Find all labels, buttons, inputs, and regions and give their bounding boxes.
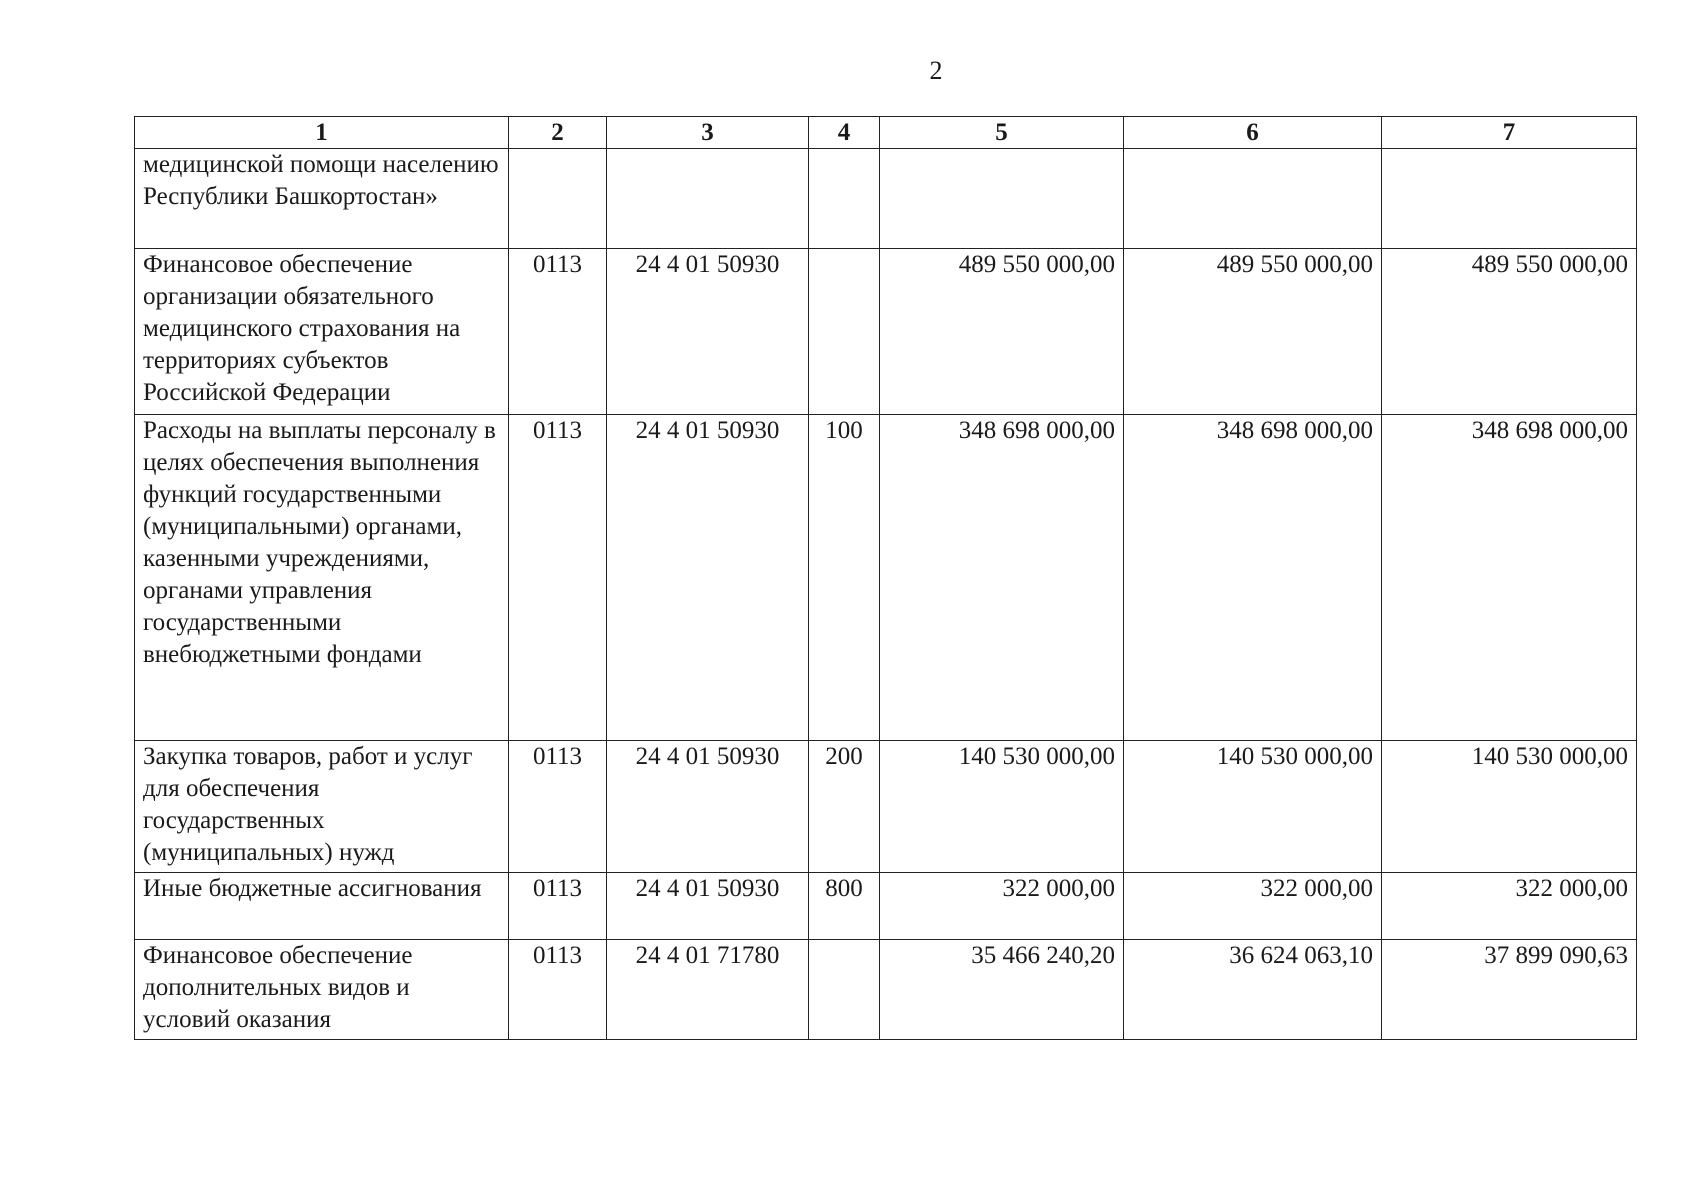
table-row — [135, 249, 1637, 415]
page-number: 2 — [929, 56, 943, 85]
budget-table — [134, 116, 1637, 1040]
target-code-cell: 24 4 01 50930 — [607, 873, 809, 940]
section-cell: 0113 — [509, 940, 607, 1040]
sum-col6-cell: 140 530 000,00 — [1124, 741, 1382, 873]
sum-col5-cell: 348 698 000,00 — [880, 415, 1124, 741]
sum-col5-cell: 322 000,00 — [880, 873, 1124, 940]
sum-col5-cell: 489 550 000,00 — [880, 249, 1124, 415]
row-name-cell: Закупка товаров, работ и услуг для обеспечения государственных (муниципальных) нужд — [135, 741, 509, 873]
expense-type-cell: 200 — [809, 741, 880, 873]
sum-col5-cell: 140 530 000,00 — [880, 741, 1124, 873]
sum-col6-cell: 322 000,00 — [1124, 873, 1382, 940]
sum-col6-cell: 489 550 000,00 — [1124, 249, 1382, 415]
expense-type-cell: 800 — [809, 873, 880, 940]
expense-type-cell — [809, 149, 880, 249]
row-name-cell: Финансовое обеспечение организации обязательного медицинского страхования на территориях субъектов Российской Федерации — [135, 249, 509, 415]
column-header-5: 5 — [880, 117, 1124, 149]
row-name-cell: Расходы на выплаты персоналу в целях обеспечения выполнения функций государственными (муниципальными) органами, казенными учреждениями, органами управления государственными внебюджетными фондами — [135, 415, 509, 741]
table-row — [135, 149, 1637, 249]
table-row — [135, 873, 1637, 940]
column-header-3: 3 — [607, 117, 809, 149]
section-cell: 0113 — [509, 415, 607, 741]
target-code-cell: 24 4 01 50930 — [607, 741, 809, 873]
column-header-2: 2 — [509, 117, 607, 149]
sum-col7-cell — [1382, 149, 1637, 249]
column-header-7: 7 — [1382, 117, 1637, 149]
section-cell: 0113 — [509, 249, 607, 415]
target-code-cell: 24 4 01 50930 — [607, 249, 809, 415]
row-name-cell: Иные бюджетные ассигнования — [135, 873, 509, 940]
expense-type-cell — [809, 940, 880, 1040]
sum-col7-cell: 37 899 090,63 — [1382, 940, 1637, 1040]
table-header-row — [135, 117, 1637, 149]
sum-col7-cell: 489 550 000,00 — [1382, 249, 1637, 415]
sum-col7-cell: 322 000,00 — [1382, 873, 1637, 940]
section-cell — [509, 149, 607, 249]
target-code-cell: 24 4 01 71780 — [607, 940, 809, 1040]
target-code-cell: 24 4 01 50930 — [607, 415, 809, 741]
table-row — [135, 940, 1637, 1040]
sum-col6-cell — [1124, 149, 1382, 249]
table-row — [135, 415, 1637, 741]
sum-col5-cell — [880, 149, 1124, 249]
row-name-cell: Финансовое обеспечение дополнительных видов и условий оказания — [135, 940, 509, 1040]
section-cell: 0113 — [509, 741, 607, 873]
section-cell: 0113 — [509, 873, 607, 940]
sum-col6-cell: 348 698 000,00 — [1124, 415, 1382, 741]
table-row — [135, 741, 1637, 873]
target-code-cell — [607, 149, 809, 249]
sum-col6-cell: 36 624 063,10 — [1124, 940, 1382, 1040]
sum-col7-cell: 140 530 000,00 — [1382, 741, 1637, 873]
column-header-4: 4 — [809, 117, 880, 149]
sum-col7-cell: 348 698 000,00 — [1382, 415, 1637, 741]
sum-col5-cell: 35 466 240,20 — [880, 940, 1124, 1040]
expense-type-cell — [809, 249, 880, 415]
column-header-1: 1 — [135, 117, 509, 149]
column-header-6: 6 — [1124, 117, 1382, 149]
expense-type-cell: 100 — [809, 415, 880, 741]
row-name-cell: медицинской помощи населению Республики Башкортостан» — [135, 149, 509, 249]
